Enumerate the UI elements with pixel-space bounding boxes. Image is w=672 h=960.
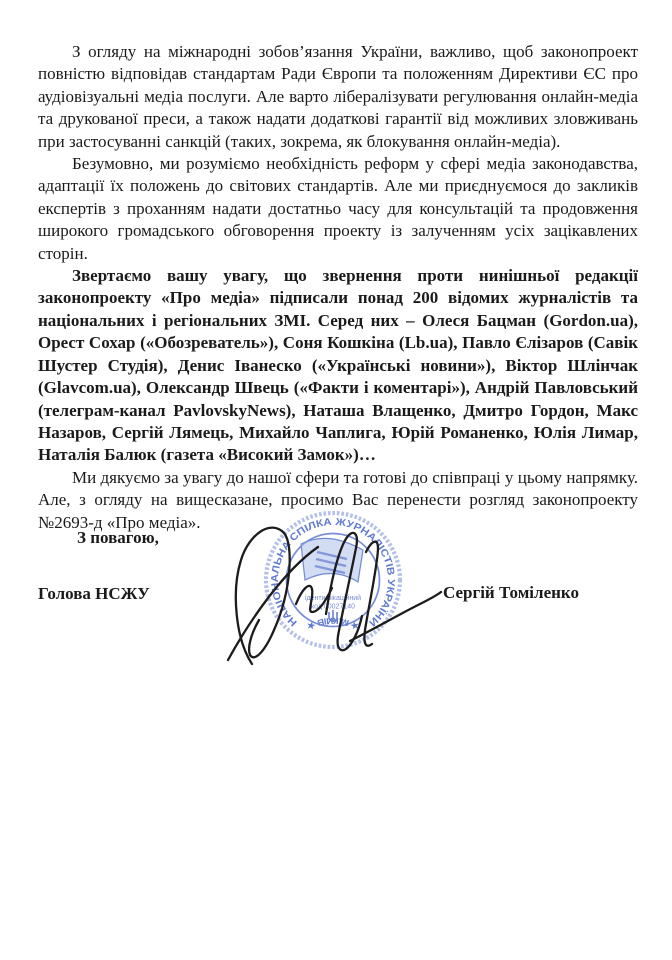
stamp-ring-text: НАЦІОНАЛЬНА СПІЛКА ЖУРНАЛІСТІВ УКРАЇНИ xyxy=(269,516,397,628)
signer-position-title: Голова НСЖУ xyxy=(38,584,150,603)
stamp-id-line1: ідентифікаційний xyxy=(304,595,362,602)
handwritten-signature xyxy=(218,500,452,672)
stamp-id-line2: код 00027140 xyxy=(310,603,356,611)
signer-name: Сергій Томіленко xyxy=(443,583,579,602)
paragraph-reforms: Безумовно, ми розуміємо необхідність реформ у сфері медіа законодавства, адаптації їх положень до світових стандартів. Але ми приєднуємося до закликів експертів з проханням надати достатньо часу для консультацій та продовження широкого громадського обговорення проекту із залученням усіх зацікавлених сторін. xyxy=(38,154,638,263)
closing-salutation: З повагою, xyxy=(77,528,159,547)
paragraph-signatories: Звертаємо вашу увагу, що звернення проти нинішньої редакції законопроекту «Про медіа» підписали понад 200 відомих журналістів та національних і регіональних ЗМІ. Серед них – Олеся Бацман (Gordon.ua), Орест Сохар («Обозреватель»), Соня Кошкіна (Lb.ua), Павло Єлізаров (Савік Шустер Студія), Денис Іванеско («Українські новини»), Віктор Шлінчак (Glavcom.ua), Олександр Швець («Факти і коментарі»), Андрій Павловський (телеграм-канал PavlovskyNews), Наташа Влащенко, Дмитро Гордон, Макс Назаров, Сергій Лямець, Михайло Чаплига, Юрій Романенко, Юлія Лимар, Наталія Балюк (газета «Високий Замок»)… xyxy=(38,266,638,465)
paragraph-intl-obligations: З огляду на міжнародні зобов’язання України, важливо, щоб законопроект повністю відповідав стандартам Ради Європи та положенням Директиви ЄС про аудіовізуальні медіа послуги. Але варто лібералізувати регулювання онлайн-медіа та друкованої преси, а також надати додаткові гарантії від можливих зловживань при застосуванні санкцій (таких, зокрема, як блокування онлайн-медіа). xyxy=(38,42,638,151)
letter-body xyxy=(38,41,638,534)
paragraph-request: Ми дякуємо за увагу до нашої сфери та готові до співпраці у цьому напрямку. Але, з огляду на вищесказане, просимо Вас перенести розгляд законопроекту №2693-д «Про медіа». xyxy=(38,467,638,532)
stamp-city-text: ★ М.КИЇВ ★ xyxy=(305,615,361,632)
